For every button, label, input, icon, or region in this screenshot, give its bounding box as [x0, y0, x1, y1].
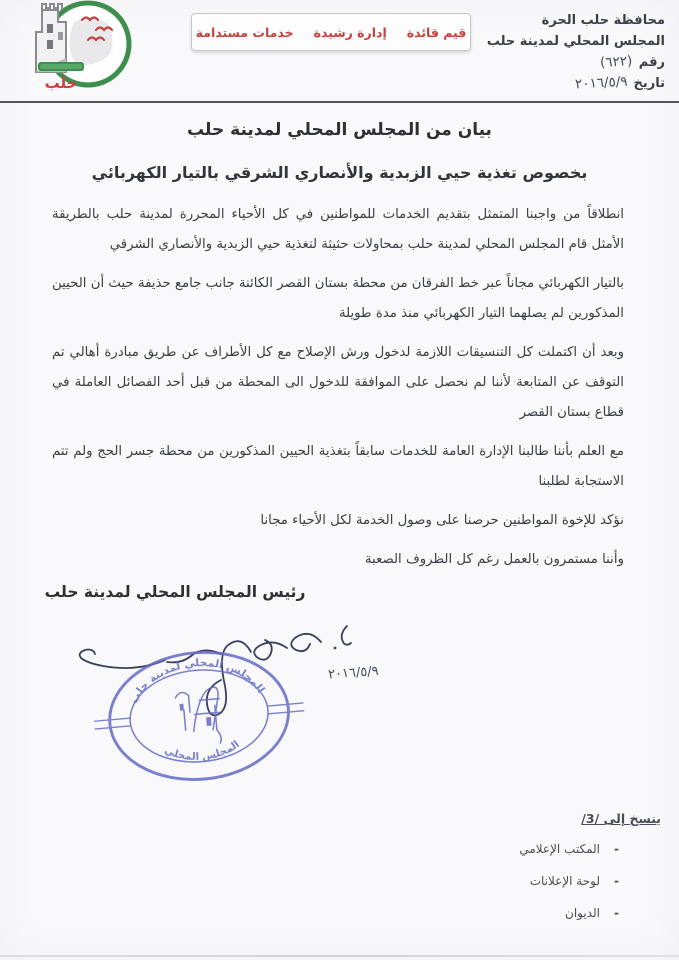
motto-item-services: خدمات مستدامة	[195, 24, 294, 40]
distribution-item-label: لوحة الإعلانات	[529, 874, 601, 888]
body-paragraph: مع العلم بأننا طالبنا الإدارة العامة للخدمات سابقاً بتغذية الحيين المذكورين من محطة جسر الحج ولم تتم الاستجابة لطلبنا	[52, 444, 624, 489]
signatory-title: رئيس المجلس المحلي لمدينة حلب	[44, 583, 306, 601]
motto-item-governance: إدارة رشيدة	[313, 24, 387, 40]
number-handwritten-value: (٦٢٢)	[600, 53, 634, 71]
motto-banner	[191, 13, 471, 51]
number-label: رقم	[638, 55, 665, 70]
distribution-item-label: المكتب الإعلامي	[519, 842, 601, 856]
body-paragraph: نؤكد للإخوة المواطنين حرصنا على وصول الخدمة لكل الأحياء مجانا	[260, 513, 624, 528]
list-dash: -	[614, 874, 619, 888]
distribution-heading: ينسخ إلى /3/	[581, 811, 661, 826]
list-dash: -	[614, 842, 619, 856]
letter-body	[52, 200, 624, 584]
distribution-item	[411, 874, 661, 888]
logo-city-name: حلب	[44, 74, 78, 92]
distribution-block	[411, 808, 661, 938]
list-dash: -	[614, 906, 619, 920]
body-paragraph: وأننا مستمرون بالعمل رغم كل الظروف الصعبة	[364, 552, 624, 567]
body-paragraph: بالتيار الكهربائي مجاناً عبر خط الفرقان من محطة بستان القصر الكائنة جانب جامع حذيفة حيث أن الحيين المذكورين لم يصلهما التيار الكهربائي منذ مدة طويلة	[52, 276, 624, 321]
distribution-item	[411, 906, 661, 920]
distribution-item	[411, 842, 661, 856]
page-title: بيان من المجلس المحلي لمدينة حلب	[187, 120, 492, 140]
date-handwritten-value: ٢٠١٦/٥/٩	[574, 73, 628, 93]
svg-text:المجلس المحلي	[162, 739, 243, 767]
document-number-row	[480, 52, 665, 73]
stamp-citadel-icon	[174, 687, 224, 747]
stamp-arc-bottom-text: المجلس المحلي	[162, 739, 242, 763]
governorate-name: محافظة حلب الحرة	[541, 13, 665, 28]
distribution-item-label: الديوان	[565, 906, 601, 920]
stamp-arc-top-text: المجلس المحلي لمدينة حلب	[127, 656, 268, 706]
stamp-date-handwritten: ٢٠١٦/٥/٩	[327, 663, 380, 683]
motto-item-values: قيم قائدة	[406, 24, 467, 40]
header-divider	[0, 101, 679, 103]
body-paragraph: وبعد أن اكتملت كل التنسيقات اللازمة لدخول ورش الإصلاح مع كل الأطراف عن طريق مبادرة أهالي تم التوقف عن المتابعة لأننا لم نحصل على الموافقة للدخول الى المحطة من قبل أحد الفصائل العاملة في قطاع بستان القصر	[52, 345, 624, 420]
date-label: تاريخ	[633, 76, 665, 91]
council-name: المجلس المحلي لمدينة حلب	[486, 34, 665, 49]
aleppo-council-logo	[16, 0, 134, 100]
logo-banner	[38, 62, 84, 71]
letterhead-block	[480, 10, 665, 94]
council-stamp	[82, 633, 316, 798]
page-subtitle: بخصوص تغذية حيي الزبدية والأنصاري الشرقي بالتيار الكهربائي	[91, 163, 588, 182]
document-date-row	[480, 73, 665, 94]
body-paragraph: انطلاقاً من واجبنا المتمثل بتقديم الخدمات للمواطنين في كل الأحياء المحررة لمدينة حلب بالطريقة الأمثل قام المجلس المحلي لمدينة حلب بمحاولات حثيثة لتغذية حيي الزبدية والأنصاري الشرقي	[52, 207, 624, 252]
